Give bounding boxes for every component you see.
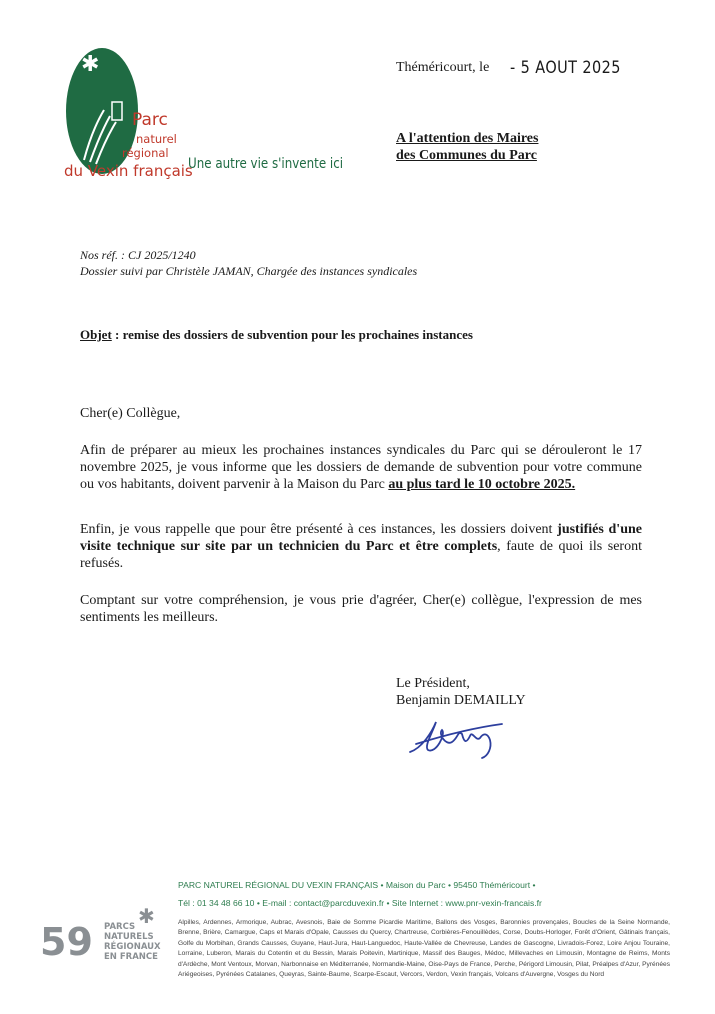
signatory-block [396, 675, 526, 709]
parks-network-count: 59 [40, 920, 93, 964]
signatory-title: Le Président, [396, 676, 470, 691]
handwritten-signature [402, 712, 512, 762]
logo-tagline: Une autre vie s'invente ici [188, 156, 344, 172]
recipient-block [396, 130, 538, 164]
deadline-emphasis: au plus tard le 10 octobre 2025. [388, 477, 576, 492]
star-icon: ✱ [81, 52, 100, 77]
footer-address: PARC NATUREL RÉGIONAL DU VEXIN FRANÇAIS • Maison du Parc • 95450 Théméricourt • [178, 880, 536, 890]
recipient-line-2: des Communes du Parc [396, 148, 537, 163]
subject-text: : remise des dossiers de subvention pour les prochaines instances [111, 327, 473, 342]
paragraph-requirements [80, 521, 642, 572]
parks-network-label-2: NATURELS [104, 932, 154, 942]
reference-followed-by: Dossier suivi par Christèle JAMAN, Chargée des instances syndicales [80, 264, 418, 278]
date-stamp: - 5 AOUT 2025 [510, 58, 621, 78]
logo-word-parc: Parc [132, 110, 168, 130]
paragraph-deadline-text: Afin de préparer au mieux les prochaines instances syndicales du Parc qui se dérouleront le 17 novembre 2025, je vous informe que les dossiers de demande de subvention pour votre commune ou vos habitants, doivent parvenir à la Maison du Parc [80, 443, 642, 492]
paragraph-requirements-text-a: Enfin, je vous rappelle que pour être présenté à ces instances, les dossiers doivent [80, 522, 558, 537]
salutation: Cher(e) Collègue, [80, 406, 181, 421]
signatory-name: Benjamin DEMAILLY [396, 693, 526, 708]
date-place: Théméricourt, le [396, 60, 490, 75]
paragraph-deadline [80, 442, 642, 493]
parks-network-label [104, 922, 161, 962]
recipient-line-1: A l'attention des Maires [396, 131, 539, 146]
subject-line [80, 327, 473, 343]
footer-contact: Tél : 01 34 48 66 10 • E-mail : contact@parcduvexin.fr • Site Internet : www.pnr-vexin-francais.fr [178, 898, 542, 908]
star-icon: ✱ [138, 904, 155, 928]
logo-word-vexin: du Vexin français [64, 162, 193, 180]
logo-word-naturel: naturel [136, 132, 177, 146]
footer-parks-list: Alpilles, Ardennes, Armorique, Aubrac, Avesnois, Baie de Somme Picardie Maritime, Ballons des Vosges, Baronnies provençales, Boucles de la Seine Normande, Brenne, Brière, Camargue, Caps et Marais d'Opale, Causses du Quercy, Chartreuse, Corbières-Fenouillèdes, Corse, Doubs-Horloger, Forêt d'Orient, Gâtinais français, Golfe du Morbihan, Grands Causses, Guyane, Haut-Jura, Haut-Languedoc, Haute-Vallée de Chevreuse, Landes de Gascogne, Livradois-Forez, Loire Anjou Touraine, Lorraine, Luberon, Marais du Cotentin et du Bessin, Marais Poitevin, Martinique, Massif des Bauges, Médoc, Millevaches en Limousin, Montagne de Reims, Monts d'Ardèche, Mont Ventoux, Morvan, Narbonnaise en Méditerranée, Normandie-Maine, Oise-Pays de France, Perche, Périgord Limousin, Pilat, Préalpes d'Azur, Pyrénées Ariégeoises, Pyrénées Catalanes, Queyras, Sainte-Baume, Scarpe-Escaut, Vercors, Verdon, Vexin français, Volcans d'Auvergne, Vosges du Nord [178, 919, 670, 979]
subject-label: Objet [80, 327, 112, 342]
parks-network-label-3: RÉGIONAUX [104, 942, 161, 952]
reference-block [80, 247, 417, 279]
paragraph-closing: Comptant sur votre compréhension, je vous prie d'agréer, Cher(e) collègue, l'expression de mes sentiments les meilleurs. [80, 593, 642, 625]
logo-word-regional: régional [122, 146, 169, 160]
parks-network-label-4: EN FRANCE [104, 952, 158, 962]
parks-network-label-1: PARCS [104, 922, 136, 932]
paragraph-requirements-text-b: , faute de quoi ils seront refusés. [80, 539, 642, 571]
reference-number: Nos réf. : CJ 2025/1240 [80, 248, 196, 262]
requirements-emphasis: justifiés d'une visite technique sur site par un technicien du Parc et être complets [80, 522, 642, 554]
